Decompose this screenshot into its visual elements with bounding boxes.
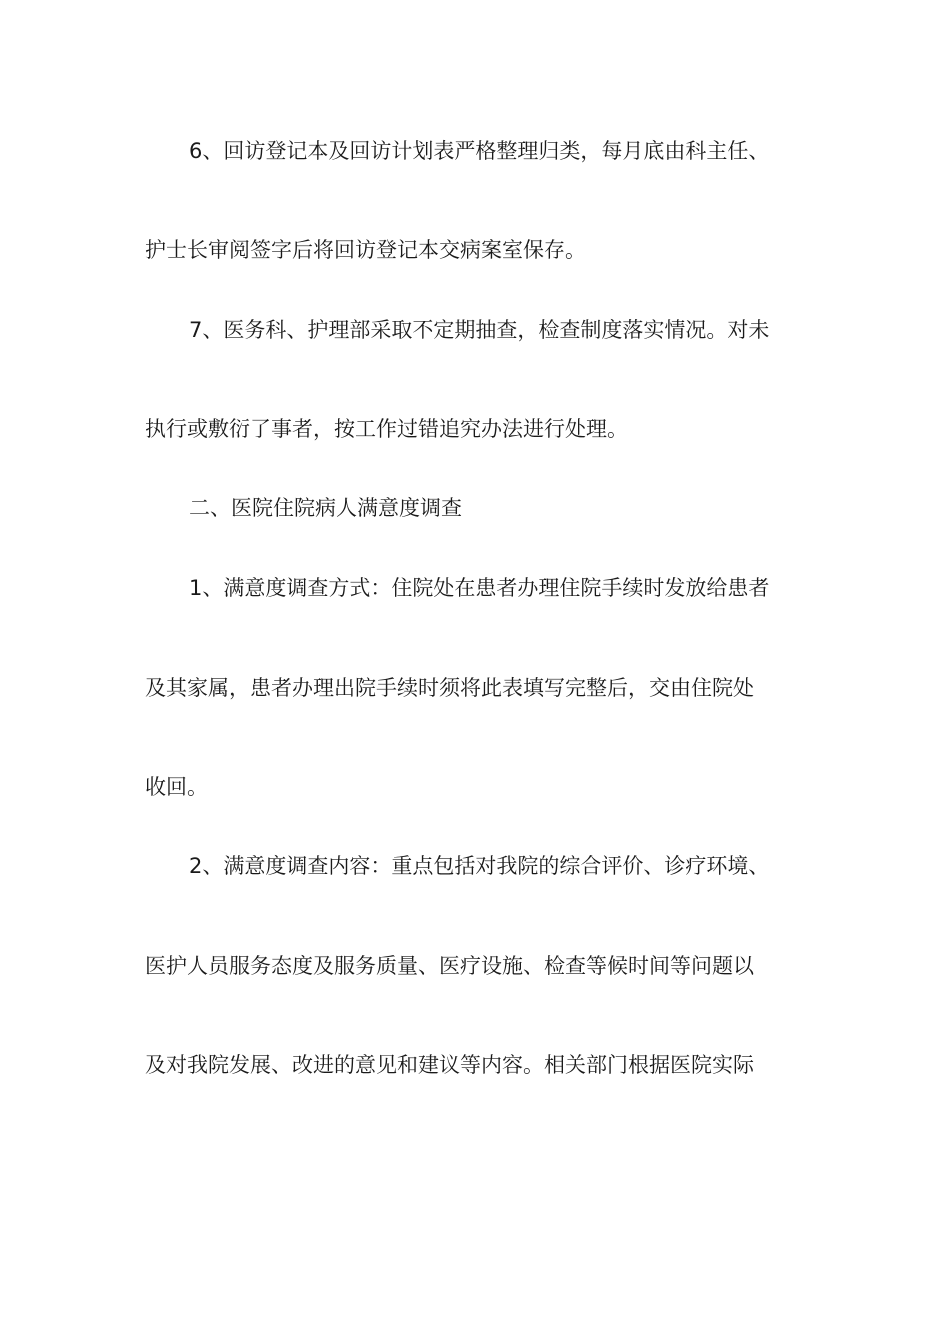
paragraph-line: 收回。: [145, 775, 208, 799]
paragraph-line: 及其家属，患者办理出院手续时须将此表填写完整后，交由住院处: [145, 676, 754, 700]
paragraph-line: 护士长审阅签字后将回访登记本交病案室保存。: [145, 238, 586, 262]
paragraph-line: 2、满意度调查内容：重点包括对我院的综合评价、诊疗环境、: [189, 854, 770, 878]
paragraph-line: 及对我院发展、改进的意见和建议等内容。相关部门根据医院实际: [145, 1053, 754, 1077]
paragraph-line: 执行或敷衍了事者，按工作过错追究办法进行处理。: [145, 417, 628, 441]
paragraph-line: 医护人员服务态度及服务质量、医疗设施、检查等候时间等问题以: [145, 954, 754, 978]
paragraph-line: 6、回访登记本及回访计划表严格整理归类，每月底由科主任、: [189, 139, 770, 163]
paragraph-line: 7、医务科、护理部采取不定期抽查，检查制度落实情况。对未: [189, 318, 770, 342]
section-heading: 二、医院住院病人满意度调查: [189, 496, 462, 520]
paragraph-line: 1、满意度调查方式：住院处在患者办理住院手续时发放给患者: [189, 576, 770, 600]
